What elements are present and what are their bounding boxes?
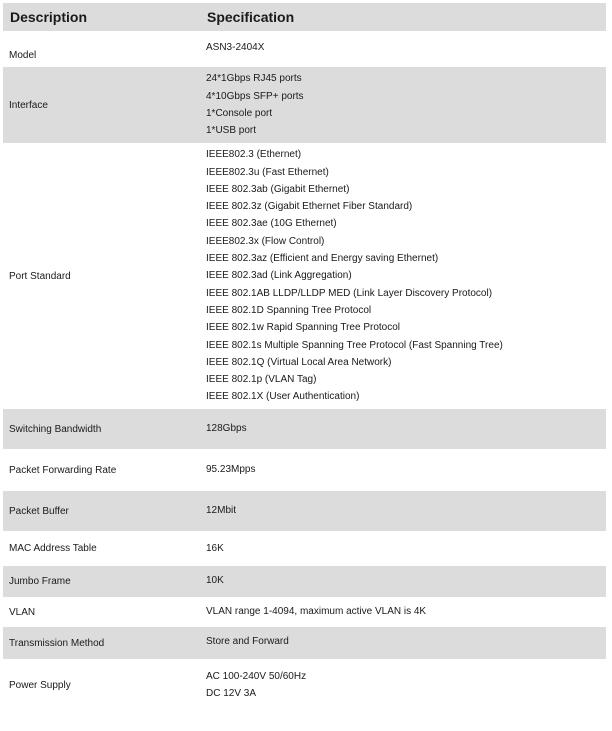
row-value bbox=[203, 597, 606, 627]
spec-line: IEEE 802.3z (Gigabit Ethernet Fiber Standard) bbox=[206, 201, 413, 213]
spec-line: IEEE 802.1p (VLAN Tag) bbox=[206, 374, 317, 386]
row-label: Switching Bandwidth bbox=[9, 423, 102, 435]
spec-line: Store and Forward bbox=[206, 636, 289, 647]
spec-line: IEEE 802.1D Spanning Tree Protocol bbox=[206, 304, 372, 316]
row-value bbox=[203, 409, 606, 449]
row-packet-forwarding-rate bbox=[3, 449, 606, 491]
spec-line: ASN3-2404X bbox=[206, 42, 265, 53]
row-port-standard bbox=[3, 143, 606, 409]
row-label: Transmission Method bbox=[9, 637, 105, 649]
spec-line: IEEE 802.1s Multiple Spanning Tree Protocol (Fast Spanning Tree) bbox=[206, 339, 503, 351]
row-value bbox=[203, 143, 606, 409]
row-label: VLAN bbox=[9, 606, 36, 618]
spec-line: VLAN range 1-4094, maximum active VLAN is 4K bbox=[206, 606, 427, 618]
spec-line: 10K bbox=[206, 575, 224, 586]
row-label: Packet Forwarding Rate bbox=[9, 464, 117, 476]
row-power-supply bbox=[3, 659, 606, 711]
row-value bbox=[203, 449, 606, 491]
spec-line: DC 12V 3A bbox=[206, 688, 257, 699]
header-description: Description bbox=[10, 9, 88, 25]
row-vlan bbox=[3, 597, 606, 627]
header-specification: Specification bbox=[207, 9, 295, 25]
row-value bbox=[203, 67, 606, 143]
row-value bbox=[203, 491, 606, 531]
row-label: Interface bbox=[9, 99, 48, 111]
spec-line: 95.23Mpps bbox=[206, 464, 256, 476]
spec-line: IEEE 802.3ad (Link Aggregation) bbox=[206, 270, 352, 282]
row-switching-bandwidth bbox=[3, 409, 606, 449]
row-label: Packet Buffer bbox=[9, 505, 69, 517]
row-packet-buffer bbox=[3, 491, 606, 531]
row-jumbo-frame bbox=[3, 566, 606, 597]
spec-line: 24*1Gbps RJ45 ports bbox=[206, 73, 302, 85]
spec-line: IEEE802.3u (Fast Ethernet) bbox=[206, 166, 329, 178]
spec-line: 128Gbps bbox=[206, 423, 247, 435]
spec-line: IEEE 802.1AB LLDP/LLDP MED (Link Layer Discovery Protocol) bbox=[206, 287, 493, 299]
spec-line: 1*USB port bbox=[206, 125, 257, 137]
spec-line: IEEE802.3x (Flow Control) bbox=[206, 235, 325, 247]
spec-line: 4*10Gbps SFP+ ports bbox=[206, 90, 304, 102]
spec-line: 12Mbit bbox=[206, 505, 237, 517]
spec-line: IEEE 802.1X (User Authentication) bbox=[206, 391, 360, 403]
row-model bbox=[3, 33, 606, 67]
row-label: Jumbo Frame bbox=[9, 576, 71, 587]
row-interface bbox=[3, 67, 606, 143]
spec-table bbox=[3, 3, 606, 711]
row-label: MAC Address Table bbox=[9, 543, 97, 554]
row-label: Model bbox=[9, 50, 37, 61]
spec-line: 1*Console port bbox=[206, 108, 273, 119]
spec-line: IEEE 802.1w Rapid Spanning Tree Protocol bbox=[206, 322, 401, 334]
row-value bbox=[203, 531, 606, 566]
row-value bbox=[203, 566, 606, 597]
spec-line: IEEE 802.3ae (10G Ethernet) bbox=[206, 218, 337, 230]
row-label: Port Standard bbox=[9, 270, 71, 282]
spec-line: IEEE 802.3az (Efficient and Energy saving Ethernet) bbox=[206, 253, 439, 265]
spec-line: IEEE 802.3ab (Gigabit Ethernet) bbox=[206, 183, 350, 195]
spec-line: AC 100-240V 50/60Hz bbox=[206, 670, 307, 682]
row-value bbox=[203, 659, 606, 711]
row-transmission-method bbox=[3, 627, 606, 659]
row-mac-address-table bbox=[3, 531, 606, 566]
row-label: Power Supply bbox=[9, 679, 71, 691]
spec-line: IEEE802.3 (Ethernet) bbox=[206, 149, 302, 161]
spec-line: IEEE 802.1Q (Virtual Local Area Network) bbox=[206, 356, 392, 368]
row-value bbox=[203, 33, 606, 67]
table-header bbox=[3, 3, 606, 33]
row-value bbox=[203, 627, 606, 659]
spec-line: 16K bbox=[206, 542, 224, 554]
